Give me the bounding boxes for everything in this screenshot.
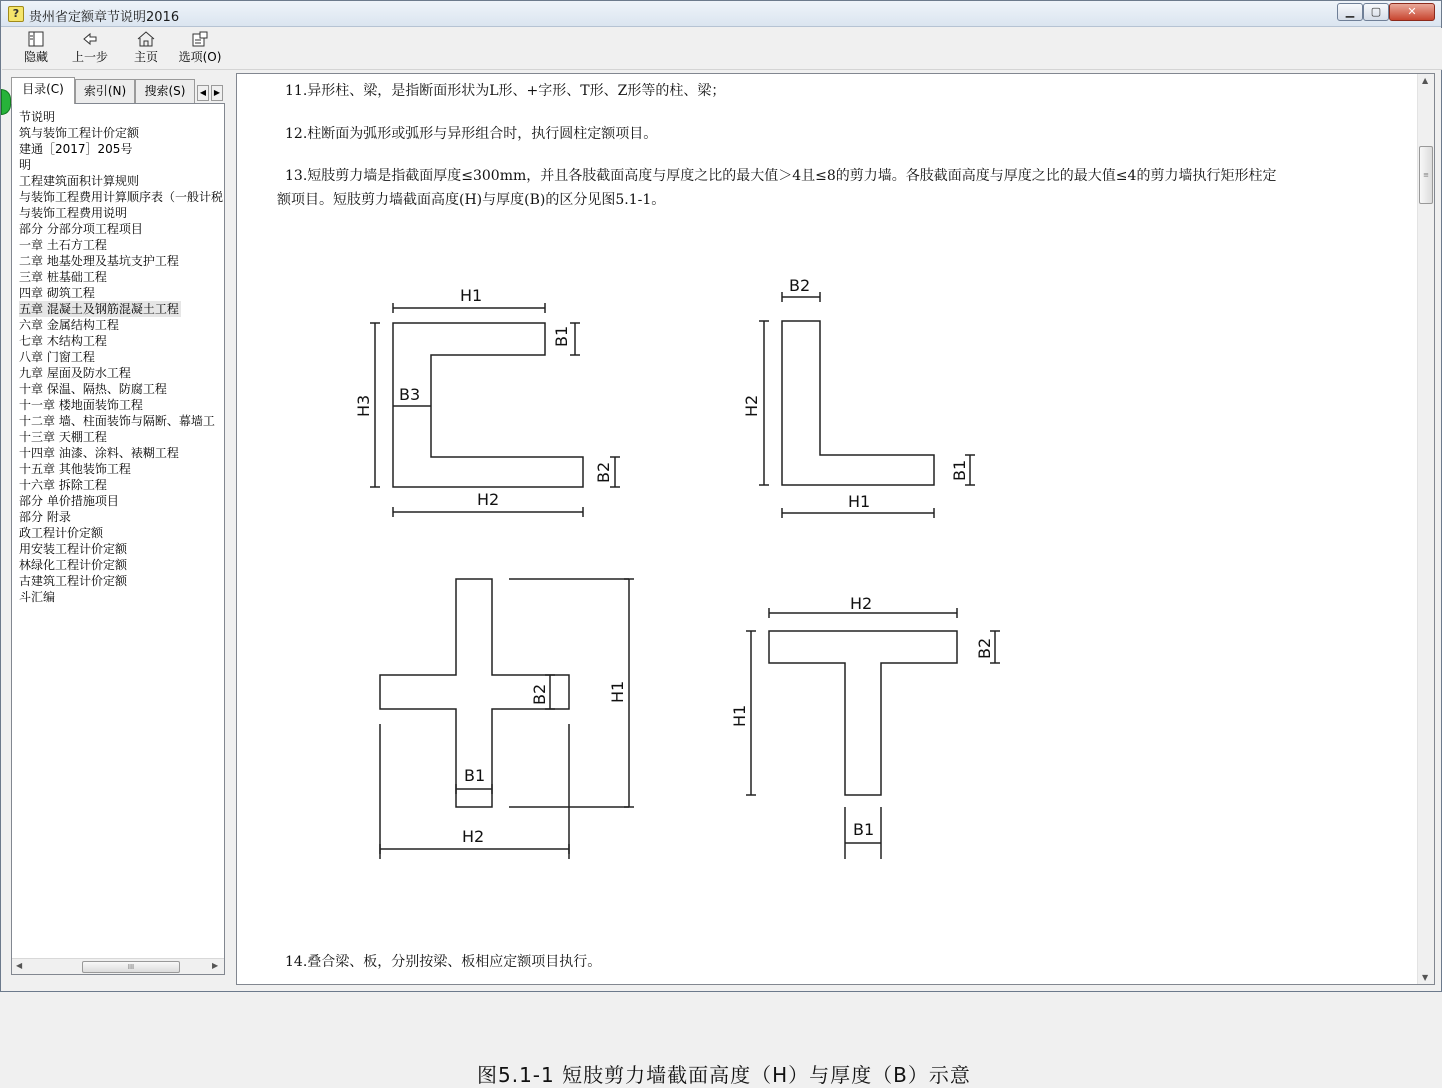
tree-item[interactable]: 七章 木结构工程	[19, 334, 107, 348]
label-l-h2: H2	[742, 394, 761, 417]
maximize-button[interactable]: ▢	[1363, 3, 1389, 21]
label-l-b2: B2	[789, 276, 811, 295]
paragraph-13-line-1: 13.短肢剪力墙是指截面厚度≤300mm，并且各肢截面高度与厚度之比的最大值＞4且≤8的剪力墙。各肢截面高度与厚度之比的最大值≤4的剪力墙执行矩形柱定	[285, 168, 1277, 184]
navigation-pane	[9, 73, 231, 985]
label-c-h3: H3	[354, 394, 373, 417]
tree-item[interactable]: 二章 地基处理及基坑支护工程	[19, 254, 179, 268]
nav-tabs	[9, 77, 231, 103]
scroll-right-icon[interactable]: ▶	[212, 961, 219, 970]
tree-item[interactable]: 九章 屋面及防水工程	[19, 366, 131, 380]
back-arrow-icon	[64, 30, 116, 50]
contents-tree[interactable]	[11, 103, 225, 975]
label-c-b2: B2	[594, 461, 613, 483]
options-button[interactable]	[174, 30, 226, 68]
title-bar[interactable]	[1, 1, 1441, 27]
label-c-h1: H1	[460, 286, 483, 305]
paragraph-12: 12.柱断面为弧形或弧形与异形组合时，执行圆柱定额项目。	[285, 126, 658, 142]
tab-scroll-left-icon[interactable]: ◀	[197, 85, 209, 101]
label-x-h2: H2	[462, 827, 485, 846]
t-section-shape	[769, 631, 957, 795]
tree-item[interactable]: 六章 金属结构工程	[19, 318, 119, 332]
tab-contents[interactable]: 目录(C)	[11, 77, 75, 104]
label-t-h1: H1	[730, 704, 749, 727]
tree-item[interactable]: 建通［2017］205号	[19, 142, 133, 156]
back-label: 上一步	[71, 50, 108, 64]
tree-item[interactable]: 十五章 其他装饰工程	[19, 462, 131, 476]
paragraph-13-line-2: 额项目。短肢剪力墙截面高度(H)与厚度(B)的区分见图5.1-1。	[277, 192, 666, 208]
tree-item[interactable]: 与装饰工程费用说明	[19, 206, 128, 220]
tree-item[interactable]: 十一章 楼地面装饰工程	[19, 398, 143, 412]
tree-item[interactable]: 节说明	[19, 110, 56, 124]
tree-item[interactable]: 五章 混凝土及钢筋混凝土工程	[19, 302, 179, 316]
label-x-h1: H1	[608, 680, 627, 703]
tree-item[interactable]: 部分 分部分项工程项目	[19, 222, 143, 236]
tree-item[interactable]: 八章 门窗工程	[19, 350, 95, 364]
label-t-b1: B1	[853, 820, 875, 839]
label-c-b3: B3	[399, 385, 421, 404]
hide-button[interactable]	[10, 30, 62, 68]
document-body	[237, 74, 1418, 1087]
tab-search[interactable]: 搜索(S)	[135, 79, 195, 103]
home-label: 主页	[133, 50, 158, 64]
tree-item[interactable]: 十二章 墙、柱面装饰与隔断、幕墙工	[19, 414, 215, 428]
help-file-icon: ?	[8, 6, 24, 22]
scroll-down-icon[interactable]: ▼	[1422, 973, 1429, 982]
tab-index[interactable]: 索引(N)	[75, 79, 135, 103]
tree-item[interactable]: 三章 桩基础工程	[19, 270, 107, 284]
tree-item[interactable]: 十四章 油漆、涂料、裱糊工程	[19, 446, 179, 460]
tree-item[interactable]: 明	[19, 158, 32, 172]
paragraph-13	[277, 164, 1395, 212]
tree-item[interactable]: 一章 土石方工程	[19, 238, 107, 252]
tree-item[interactable]: 四章 砌筑工程	[19, 286, 95, 300]
label-t-b2: B2	[975, 637, 994, 659]
hide-pane-icon	[10, 30, 62, 50]
label-t-h2: H2	[850, 594, 873, 613]
tree-item[interactable]: 十六章 拆除工程	[19, 478, 107, 492]
options-label: 选项(O)	[178, 50, 222, 64]
content-vertical-scrollbar[interactable]	[1417, 74, 1434, 984]
paragraph-11: 11.异形柱、梁，是指断面形状为L形、+字形、T形、Z形等的柱、梁；	[285, 83, 726, 99]
label-l-h1: H1	[848, 492, 871, 511]
scroll-up-icon[interactable]: ▲	[1422, 76, 1429, 85]
label-c-b1: B1	[552, 325, 571, 347]
home-button[interactable]	[120, 30, 172, 68]
back-button[interactable]	[64, 30, 116, 68]
options-icon	[174, 30, 226, 50]
tree-list	[19, 109, 224, 605]
tree-item[interactable]: 工程建筑面积计算规则	[19, 174, 140, 188]
tree-item[interactable]: 古建筑工程计价定额	[19, 574, 128, 588]
tree-scroll-thumb[interactable]: III	[82, 961, 180, 973]
window-title: 贵州省定额章节说明2016	[29, 10, 180, 25]
content-scroll-thumb[interactable]: ≡	[1419, 146, 1433, 204]
minimize-button[interactable]: ▁	[1337, 3, 1363, 21]
label-x-b2: B2	[530, 683, 549, 705]
tree-item[interactable]: 斗汇编	[19, 590, 56, 604]
label-x-b1: B1	[464, 766, 486, 785]
tree-item[interactable]: 部分 附录	[19, 510, 71, 524]
close-button[interactable]: ✕	[1389, 3, 1435, 21]
figure-caption: 图5.1-1 短肢剪力墙截面高度（H）与厚度（B）示意	[477, 1063, 971, 1087]
home-icon	[120, 30, 172, 50]
hide-label: 隐藏	[23, 50, 48, 64]
tree-item[interactable]: 林绿化工程计价定额	[19, 558, 128, 572]
toolbar	[2, 28, 1442, 70]
tree-item[interactable]: 十三章 天棚工程	[19, 430, 107, 444]
tree-item[interactable]: 十章 保温、隔热、防腐工程	[19, 382, 167, 396]
tree-horizontal-scrollbar[interactable]	[12, 958, 224, 974]
tab-scroll-right-icon[interactable]: ▶	[211, 85, 223, 101]
tree-item[interactable]: 政工程计价定额	[19, 526, 104, 540]
label-l-b1: B1	[950, 459, 969, 481]
paragraph-14: 14.叠合梁、板，分别按梁、板相应定额项目执行。	[285, 954, 602, 970]
tree-item[interactable]: 与装饰工程费用计算顺序表（一般计税	[19, 190, 224, 204]
scroll-left-icon[interactable]: ◀	[16, 961, 23, 970]
content-pane	[236, 73, 1435, 1087]
tree-item[interactable]: 部分 单价措施项目	[19, 494, 119, 508]
tree-item[interactable]: 筑与装饰工程计价定额	[19, 126, 140, 140]
l-section-shape	[782, 321, 934, 485]
label-c-h2: H2	[477, 490, 500, 509]
wall-section-diagram	[277, 259, 1057, 909]
tree-item[interactable]: 用安装工程计价定额	[19, 542, 128, 556]
